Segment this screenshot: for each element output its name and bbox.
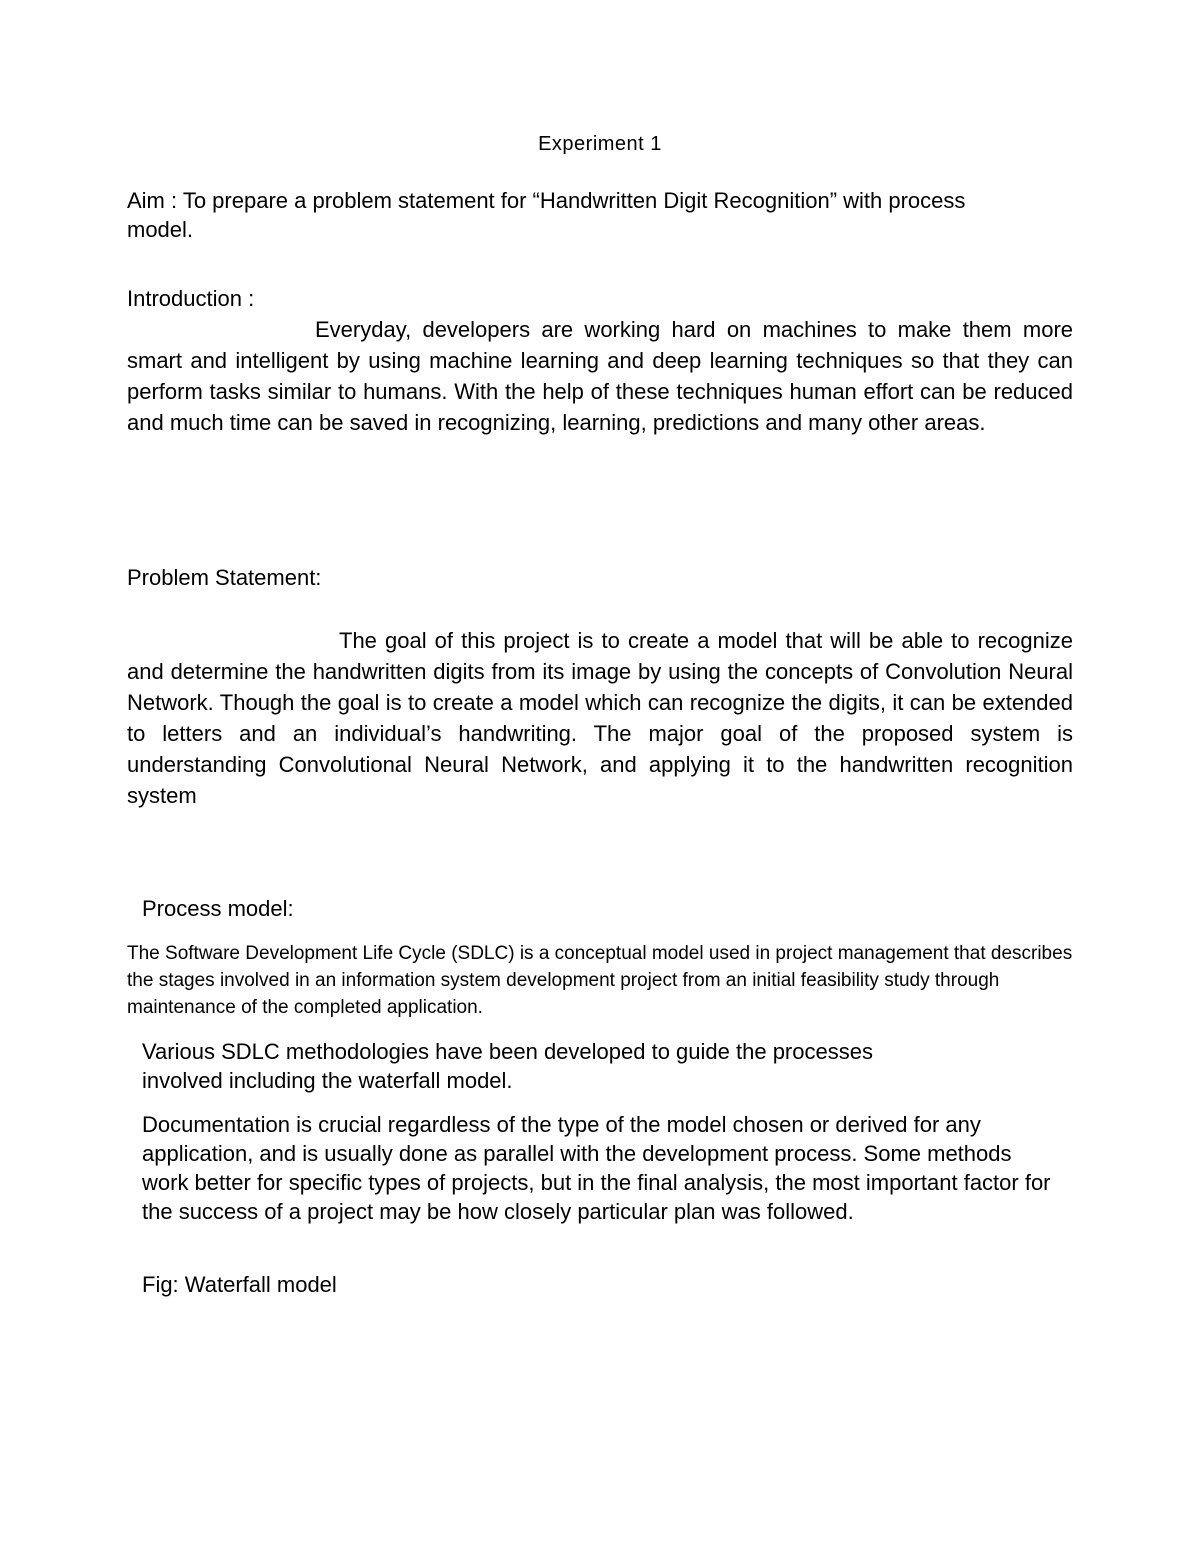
aim-statement: Aim : To prepare a problem statement for “Handwritten Digit Recognition” with process model. [127,188,966,242]
figure-caption: Fig: Waterfall model [142,1272,337,1297]
document-title: Experiment 1 [538,133,662,155]
documentation-paragraph: Documentation is crucial regardless of the type of the model chosen or derived for any application, and is usually done as parallel with the development process. Some methods work better for specific types of projects, but in the final analysis, the most important factor for the success of a project may be how closely particular plan was followed. [142,1112,1051,1224]
sdlc-paragraph: The Software Development Life Cycle (SDLC) is a conceptual model used in project management that describes the stages involved in an information system development project from an initial feasibility study through maintenance of the completed application. [127,943,1073,1018]
problem-statement-heading: Problem Statement: [127,565,322,590]
introduction-heading: Introduction : [127,286,255,311]
problem-statement-body: The goal of this project is to create a model that will be able to recognize and determine the handwritten digits from its image by using the concepts of Convolution Neural Network. Though the goal is to create a model which can recognize the digits, it can be extended to letters and an individual’s handwriting. The major goal of the proposed system is understanding Convolutional Neural Network, and applying it to the handwritten recognition system [127,628,1073,808]
methodologies-paragraph: Various SDLC methodologies have been developed to guide the processes involved including the waterfall model. [142,1039,873,1093]
process-model-heading: Process model: [142,896,294,921]
introduction-body: Everyday, developers are working hard on machines to make them more smart and intelligent by using machine learning and deep learning techniques so that they can perform tasks similar to humans. With the help of these techniques human effort can be reduced and much time can be saved in recognizing, learning, predictions and many other areas. [127,317,1073,435]
